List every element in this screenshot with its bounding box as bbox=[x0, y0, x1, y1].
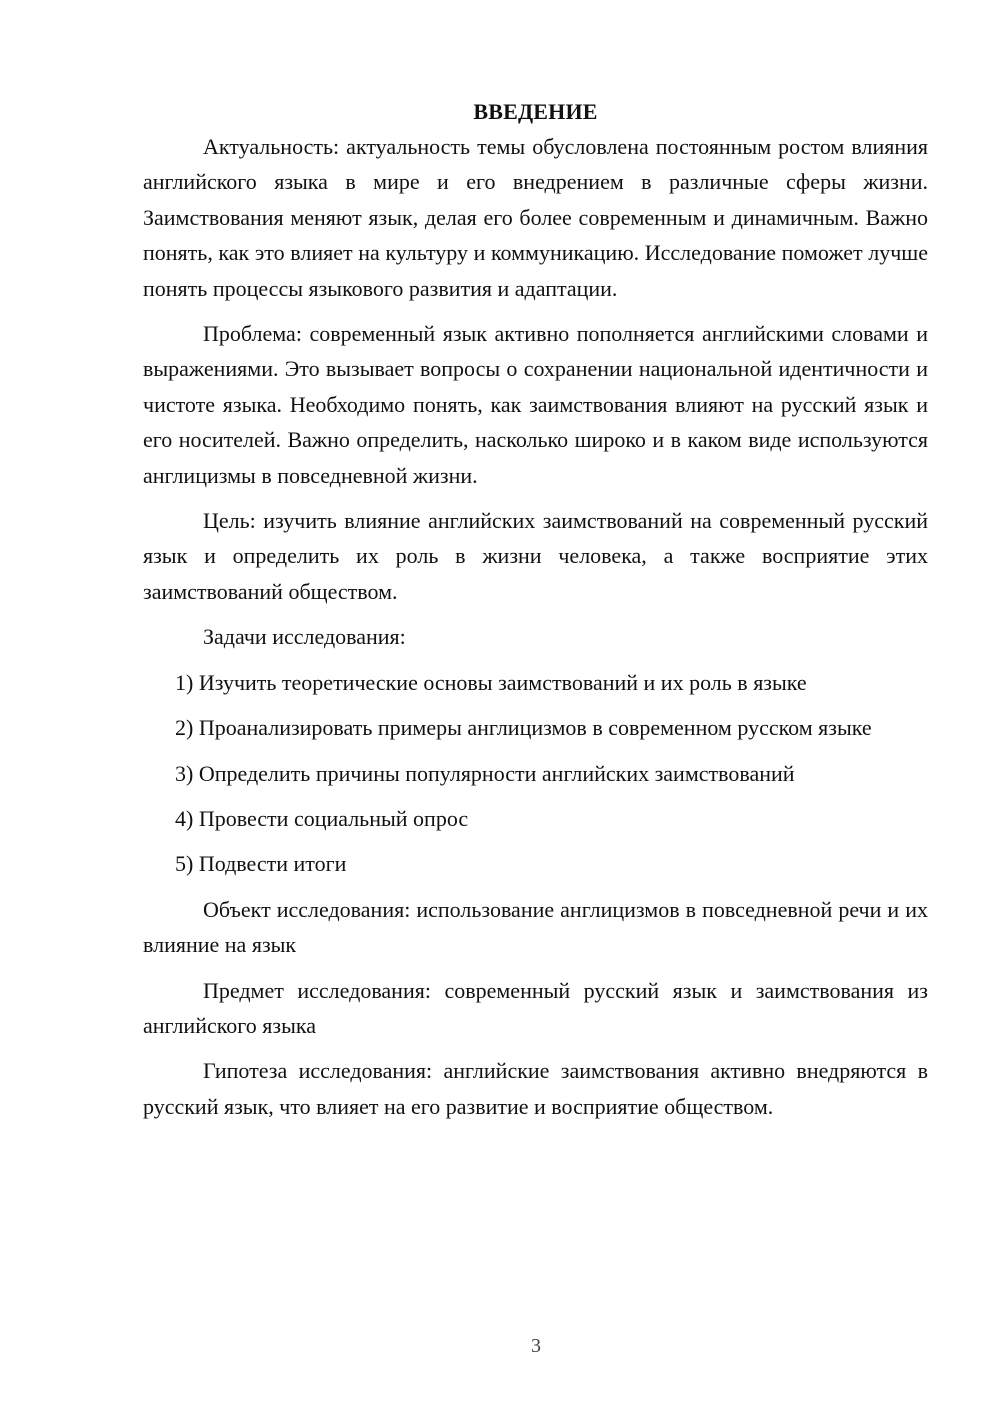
page-title: ВВЕДЕНИЕ bbox=[473, 99, 598, 124]
tasks-heading: Задачи исследования: bbox=[203, 624, 406, 650]
task-item: 1) Изучить теоретические основы заимствований и их роль в языке bbox=[175, 669, 807, 695]
page-content bbox=[143, 95, 928, 1124]
task-item: 5) Подвести итоги bbox=[175, 851, 347, 877]
problem-paragraph: Проблема: современный язык активно пополняется английскими словами и выражениями. Это вызывает вопросы о сохранении национальной идентичности и чистоте языка. Необходимо понять, как заимствования влияют на русский язык и его носителей. Важно определить, насколько широко и в каком виде используются англицизмы в повседневной жизни. bbox=[143, 321, 928, 488]
tasks-list bbox=[143, 665, 928, 882]
task-item: 3) Определить причины популярности английских заимствований bbox=[175, 760, 795, 786]
hypothesis-paragraph: Гипотеза исследования: английские заимствования активно внедряются в русский язык, что влияет на его развитие и восприятие обществом. bbox=[143, 1058, 928, 1119]
object-paragraph: Объект исследования: использование англицизмов в повседневной речи и их влияние на язык bbox=[143, 896, 928, 958]
page-number: 3 bbox=[531, 1335, 541, 1357]
goal-paragraph: Цель: изучить влияние английских заимствований на современный русский язык и определить их роль в жизни человека, а также восприятие этих заимствований обществом. bbox=[143, 508, 928, 604]
task-item: 2) Проанализировать примеры англицизмов в современном русском языке bbox=[175, 715, 872, 741]
subject-paragraph: Предмет исследования: современный русский язык и заимствования из английского языка bbox=[143, 977, 928, 1038]
relevance-paragraph: Актуальность: актуальность темы обусловлена постоянным ростом влияния английского языка в мире и его внедрением в различные сферы жизни. Заимствования меняют язык, делая его более современным и динамичным. Важно понять, как это влияет на культуру и коммуникацию. Исследование поможет лучше понять процессы языкового развития и адаптации. bbox=[143, 134, 928, 301]
task-item: 4) Провести социальный опрос bbox=[175, 805, 469, 831]
